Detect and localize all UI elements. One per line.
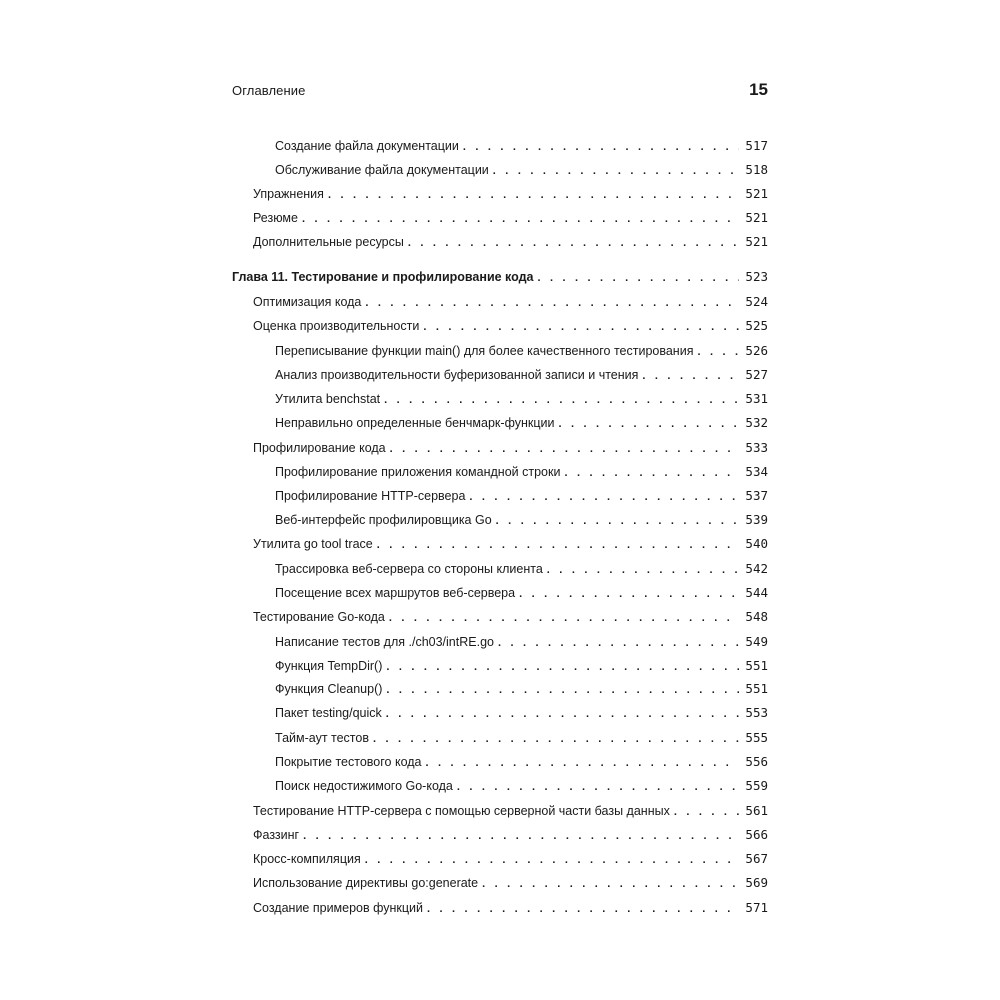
toc-entry-page: 537 — [745, 488, 768, 503]
toc-entry[interactable] — [232, 728, 768, 748]
toc-dot-leader — [389, 608, 740, 628]
toc-chapter-entry[interactable] — [232, 267, 768, 287]
toc-entry-page: 518 — [745, 162, 768, 177]
toc-dot-leader — [426, 753, 740, 773]
toc-entry-title: Веб-интерфейс профилировщика Go — [275, 513, 492, 527]
toc-entry[interactable] — [232, 583, 768, 603]
toc-entry-page: 571 — [745, 900, 768, 915]
toc-entry-page: 555 — [745, 730, 768, 745]
toc-entry-title: Дополнительные ресурсы — [253, 235, 404, 249]
toc-entry[interactable] — [232, 559, 768, 579]
toc-entry-page: 548 — [745, 609, 768, 624]
toc-entry-title: Функция TempDir() — [275, 659, 383, 673]
toc-entry[interactable] — [232, 534, 768, 554]
toc-entry-title: Фаззинг — [253, 828, 300, 842]
toc-entry-title: Поиск недостижимого Go-кода — [275, 779, 453, 793]
toc-dot-leader — [365, 850, 740, 870]
toc-entry-title: Переписывание функции main() для более качественного тестирования — [275, 344, 694, 358]
toc-entry-page: 517 — [745, 138, 768, 153]
toc-entry-page: 525 — [745, 318, 768, 333]
toc-entry[interactable] — [232, 510, 768, 530]
toc-dot-leader — [697, 342, 739, 362]
toc-entry-page: 553 — [745, 705, 768, 720]
toc-entry-page: 542 — [745, 561, 768, 576]
toc-entry[interactable] — [232, 656, 768, 676]
toc-dot-leader — [558, 414, 739, 434]
toc-entry[interactable] — [232, 341, 768, 361]
toc-dot-leader — [423, 317, 739, 337]
toc-entry-page: 540 — [745, 536, 768, 551]
toc-dot-leader — [390, 439, 740, 459]
toc-entry[interactable] — [232, 389, 768, 409]
toc-entry[interactable] — [232, 232, 768, 252]
toc-dot-leader — [328, 185, 739, 205]
toc-entry-page: 539 — [745, 512, 768, 527]
toc-entry-title: Оптимизация кода — [253, 295, 362, 309]
toc-entry-page: 521 — [745, 210, 768, 225]
toc-entry-title: Неправильно определенные бенчмарк-функции — [275, 416, 555, 430]
toc-entry-page: 531 — [745, 391, 768, 406]
toc-entry-title: Упражнения — [253, 187, 324, 201]
running-head — [232, 80, 768, 104]
toc-entry[interactable] — [232, 486, 768, 506]
toc-entry[interactable] — [232, 801, 768, 821]
toc-entry-page: 521 — [745, 186, 768, 201]
toc-dot-leader — [564, 463, 739, 483]
toc-entry-page: 567 — [745, 851, 768, 866]
toc-entry[interactable] — [232, 752, 768, 772]
toc-entry[interactable] — [232, 632, 768, 652]
toc-entry-title: Утилита benchstat — [275, 392, 381, 406]
toc-entry-page: 532 — [745, 415, 768, 430]
toc-entry-title: Написание тестов для ./ch03/intRE.go — [275, 635, 494, 649]
toc-entry-page: 561 — [745, 803, 768, 818]
toc-entry-title: Кросс-компиляция — [253, 852, 361, 866]
toc-entry-page: 534 — [745, 464, 768, 479]
toc-dot-leader — [384, 390, 739, 410]
toc-entry-title: Глава 11. Тестирование и профилирование кода — [232, 270, 534, 284]
toc-entry[interactable] — [232, 316, 768, 336]
toc-entry-page: 527 — [745, 367, 768, 382]
toc-entry-page: 544 — [745, 585, 768, 600]
toc-entry-title: Профилирование кода — [253, 441, 386, 455]
toc-entry[interactable] — [232, 438, 768, 458]
toc-entry-title: Трассировка веб-сервера со стороны клиента — [275, 562, 543, 576]
toc-entry-title: Создание файла документации — [275, 139, 459, 153]
toc-entry-page: 524 — [745, 294, 768, 309]
toc-dot-leader — [538, 268, 740, 288]
toc-dot-leader — [302, 209, 739, 229]
toc-entry-title: Профилирование приложения командной строки — [275, 465, 561, 479]
toc-entry-title: Резюме — [253, 211, 298, 225]
toc-dot-leader — [457, 777, 740, 797]
toc-dot-leader — [642, 366, 739, 386]
toc-dot-leader — [496, 511, 740, 531]
toc-dot-leader — [547, 560, 740, 580]
toc-entry-page: 566 — [745, 827, 768, 842]
toc-dot-leader — [674, 802, 740, 822]
toc-dot-leader — [408, 233, 740, 253]
toc-entry[interactable] — [232, 679, 768, 699]
toc-entry[interactable] — [232, 462, 768, 482]
toc-entry[interactable] — [232, 160, 768, 180]
toc-entry-title: Тайм-аут тестов — [275, 731, 369, 745]
toc-entry[interactable] — [232, 825, 768, 845]
toc-entry-title: Посещение всех маршрутов веб-сервера — [275, 586, 516, 600]
toc-entry-page: 523 — [745, 269, 768, 284]
toc-dot-leader — [373, 729, 739, 749]
toc-dot-leader — [482, 874, 739, 894]
toc-entry-page: 549 — [745, 634, 768, 649]
toc-entry[interactable] — [232, 208, 768, 228]
toc-dot-leader — [386, 680, 739, 700]
toc-entry-title: Создание примеров функций — [253, 901, 424, 915]
running-title: Оглавление — [232, 83, 306, 98]
toc-dot-leader — [386, 657, 739, 677]
toc-entry-title: Покрытие тестового кода — [275, 755, 422, 769]
toc-entry-page: 521 — [745, 234, 768, 249]
toc-entry-page: 533 — [745, 440, 768, 455]
toc-entry-title: Обслуживание файла документации — [275, 163, 489, 177]
toc-entry-title: Профилирование HTTP-сервера — [275, 489, 466, 503]
toc-entry-title: Пакет testing/quick — [275, 706, 382, 720]
toc-entry[interactable] — [232, 365, 768, 385]
toc-dot-leader — [519, 584, 739, 604]
toc-entry[interactable] — [232, 898, 768, 918]
toc-dot-leader — [386, 704, 740, 724]
toc-entry-title: Тестирование Go-кода — [253, 610, 385, 624]
toc-entry[interactable] — [232, 873, 768, 893]
toc-entry[interactable] — [232, 413, 768, 433]
toc-entry-title: Функция Cleanup() — [275, 682, 383, 696]
toc-entry[interactable] — [232, 776, 768, 796]
toc-entry-page: 551 — [745, 658, 768, 673]
toc-dot-leader — [498, 633, 739, 653]
toc-entry[interactable] — [232, 136, 768, 156]
toc-entry[interactable] — [232, 607, 768, 627]
page-number: 15 — [749, 80, 768, 99]
toc-entry[interactable] — [232, 184, 768, 204]
toc-entry-title: Использование директивы go:generate — [253, 876, 479, 890]
toc-entry-title: Тестирование HTTP-сервера с помощью серверной части базы данных — [253, 804, 670, 818]
toc-dot-leader — [303, 826, 739, 846]
toc-entry[interactable] — [232, 292, 768, 312]
toc-entry-page: 569 — [745, 875, 768, 890]
toc-entry-page: 559 — [745, 778, 768, 793]
toc-dot-leader — [493, 161, 740, 181]
toc-entry-title: Анализ производительности буферизованной записи и чтения — [275, 368, 639, 382]
toc-dot-leader — [469, 487, 739, 507]
toc-dot-leader — [377, 535, 740, 555]
toc-entry-page: 526 — [745, 343, 768, 358]
toc-entry-title: Утилита go tool trace — [253, 537, 373, 551]
toc-entry-page: 551 — [745, 681, 768, 696]
toc-dot-leader — [463, 137, 740, 157]
toc-dot-leader — [365, 293, 739, 313]
toc-entry[interactable] — [232, 849, 768, 869]
toc-entry-title: Оценка производительности — [253, 319, 420, 333]
toc-entry[interactable] — [232, 703, 768, 723]
toc-entry-page: 556 — [745, 754, 768, 769]
toc-dot-leader — [427, 899, 739, 919]
